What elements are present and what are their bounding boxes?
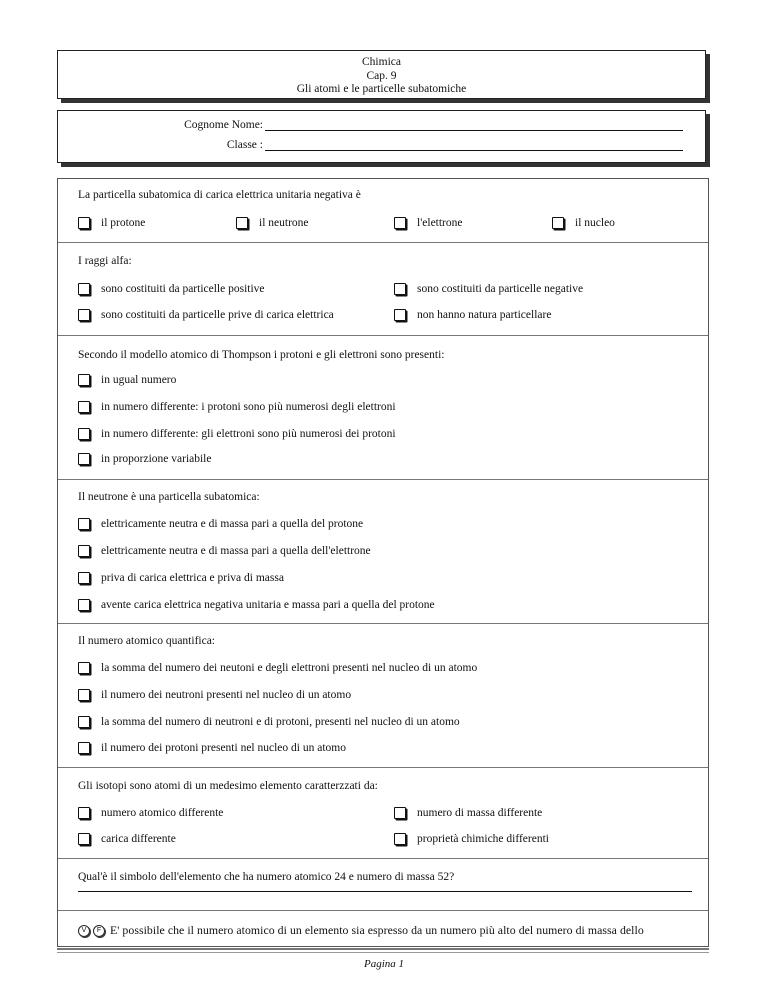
q3-option-4[interactable]: in proporzione variabile xyxy=(78,453,212,465)
checkbox[interactable] xyxy=(78,807,90,819)
q6-option-2[interactable]: numero di massa differente xyxy=(394,807,542,819)
checkbox[interactable] xyxy=(78,742,90,754)
q2-option-2[interactable]: sono costituiti da particelle negative xyxy=(394,283,583,295)
q1-option-3[interactable]: l'elettrone xyxy=(394,217,463,229)
q3-option-3[interactable]: in numero differente: gli elettroni sono più numerosi dei protoni xyxy=(78,428,396,440)
q1-option-4[interactable]: il nucleo xyxy=(552,217,615,229)
q3-option-1[interactable]: in ugual numero xyxy=(78,374,176,386)
q5-option-4[interactable]: il numero dei protoni presenti nel nucleo di un atomo xyxy=(78,742,346,754)
false-option[interactable]: F xyxy=(93,925,105,937)
q5-option-1[interactable]: la somma del numero dei neutoni e degli elettroni presenti nel nucleo di un atomo xyxy=(78,662,477,674)
q1-option-2[interactable]: il neutrone xyxy=(236,217,309,229)
checkbox[interactable] xyxy=(78,309,90,321)
q2-option-4[interactable]: non hanno natura particellare xyxy=(394,309,551,321)
separator xyxy=(58,623,708,624)
q5-option-2[interactable]: il numero dei neutroni presenti nel nucleo di un atomo xyxy=(78,689,351,701)
checkbox[interactable] xyxy=(78,599,90,611)
name-field[interactable] xyxy=(265,118,683,131)
separator xyxy=(58,335,708,336)
footer-rule xyxy=(57,948,709,950)
class-label: Classe : xyxy=(226,139,263,151)
answer-line[interactable] xyxy=(78,891,692,892)
q4-option-2[interactable]: elettricamente neutra e di massa pari a quella dell'elettrone xyxy=(78,545,371,557)
question-5-text: Il numero atomico quantifica: xyxy=(78,635,215,647)
subject-title: Chimica xyxy=(362,56,401,68)
checkbox[interactable] xyxy=(78,453,90,465)
footer-rule-thin xyxy=(57,952,709,953)
q2-option-1[interactable]: sono costituiti da particelle positive xyxy=(78,283,265,295)
separator xyxy=(58,242,708,243)
checkbox[interactable] xyxy=(236,217,248,229)
checkbox[interactable] xyxy=(78,545,90,557)
name-label: Cognome Nome: xyxy=(184,119,263,131)
true-false-text: E' possibile che il numero atomico di un elemento sia espresso da un numero più alto del numero di massa dello xyxy=(110,923,644,937)
checkbox[interactable] xyxy=(78,428,90,440)
checkbox[interactable] xyxy=(78,518,90,530)
checkbox[interactable] xyxy=(78,716,90,728)
question-7-text: Qual'è il simbolo dell'elemento che ha numero atomico 24 e numero di massa 52? xyxy=(78,871,455,883)
student-info-box xyxy=(57,110,706,163)
q4-option-4[interactable]: avente carica elettrica negativa unitaria e massa pari a quella del protone xyxy=(78,599,435,611)
checkbox[interactable] xyxy=(78,572,90,584)
separator xyxy=(58,479,708,480)
chapter-number: Cap. 9 xyxy=(366,69,397,82)
q4-option-1[interactable]: elettricamente neutra e di massa pari a quella del protone xyxy=(78,518,363,530)
checkbox[interactable] xyxy=(394,217,406,229)
checkbox[interactable] xyxy=(552,217,564,229)
checkbox[interactable] xyxy=(78,401,90,413)
checkbox[interactable] xyxy=(78,374,90,386)
checkbox[interactable] xyxy=(78,833,90,845)
question-2-text: I raggi alfa: xyxy=(78,255,132,267)
checkbox[interactable] xyxy=(394,309,406,321)
checkbox[interactable] xyxy=(78,283,90,295)
checkbox[interactable] xyxy=(394,833,406,845)
separator xyxy=(58,858,708,859)
separator xyxy=(58,767,708,768)
question-4-text: Il neutrone è una particella subatomica: xyxy=(78,491,260,503)
name-row xyxy=(58,118,683,131)
q5-option-3[interactable]: la somma del numero di neutroni e di protoni, presenti nel nucleo di un atomo xyxy=(78,716,460,728)
true-option[interactable]: V xyxy=(78,925,90,937)
question-1-text: La particella subatomica di carica elettrica unitaria negativa è xyxy=(78,189,361,201)
chapter-title: Gli atomi e le particelle subatomiche xyxy=(296,83,467,95)
true-false-question xyxy=(78,923,644,938)
q4-option-3[interactable]: priva di carica elettrica e priva di massa xyxy=(78,572,284,584)
q6-option-1[interactable]: numero atomico differente xyxy=(78,807,223,819)
quiz-box xyxy=(57,178,709,947)
question-3-text: Secondo il modello atomico di Thompson i protoni e gli elettroni sono presenti: xyxy=(78,349,445,361)
q3-option-2[interactable]: in numero differente: i protoni sono più numerosi degli elettroni xyxy=(78,401,396,413)
checkbox[interactable] xyxy=(394,807,406,819)
document-header xyxy=(57,50,706,99)
separator xyxy=(58,910,708,911)
question-6-text: Gli isotopi sono atomi di un medesimo elemento caratterzzati da: xyxy=(78,780,378,792)
q6-option-3[interactable]: carica differente xyxy=(78,833,176,845)
q1-option-1[interactable]: il protone xyxy=(78,217,145,229)
class-field[interactable] xyxy=(265,138,683,151)
checkbox[interactable] xyxy=(78,217,90,229)
checkbox[interactable] xyxy=(78,662,90,674)
page-number: Pagina 1 xyxy=(363,958,405,970)
q2-option-3[interactable]: sono costituiti da particelle prive di carica elettrica xyxy=(78,309,334,321)
checkbox[interactable] xyxy=(78,689,90,701)
q6-option-4[interactable]: proprietà chimiche differenti xyxy=(394,833,549,845)
checkbox[interactable] xyxy=(394,283,406,295)
class-row xyxy=(58,138,683,151)
